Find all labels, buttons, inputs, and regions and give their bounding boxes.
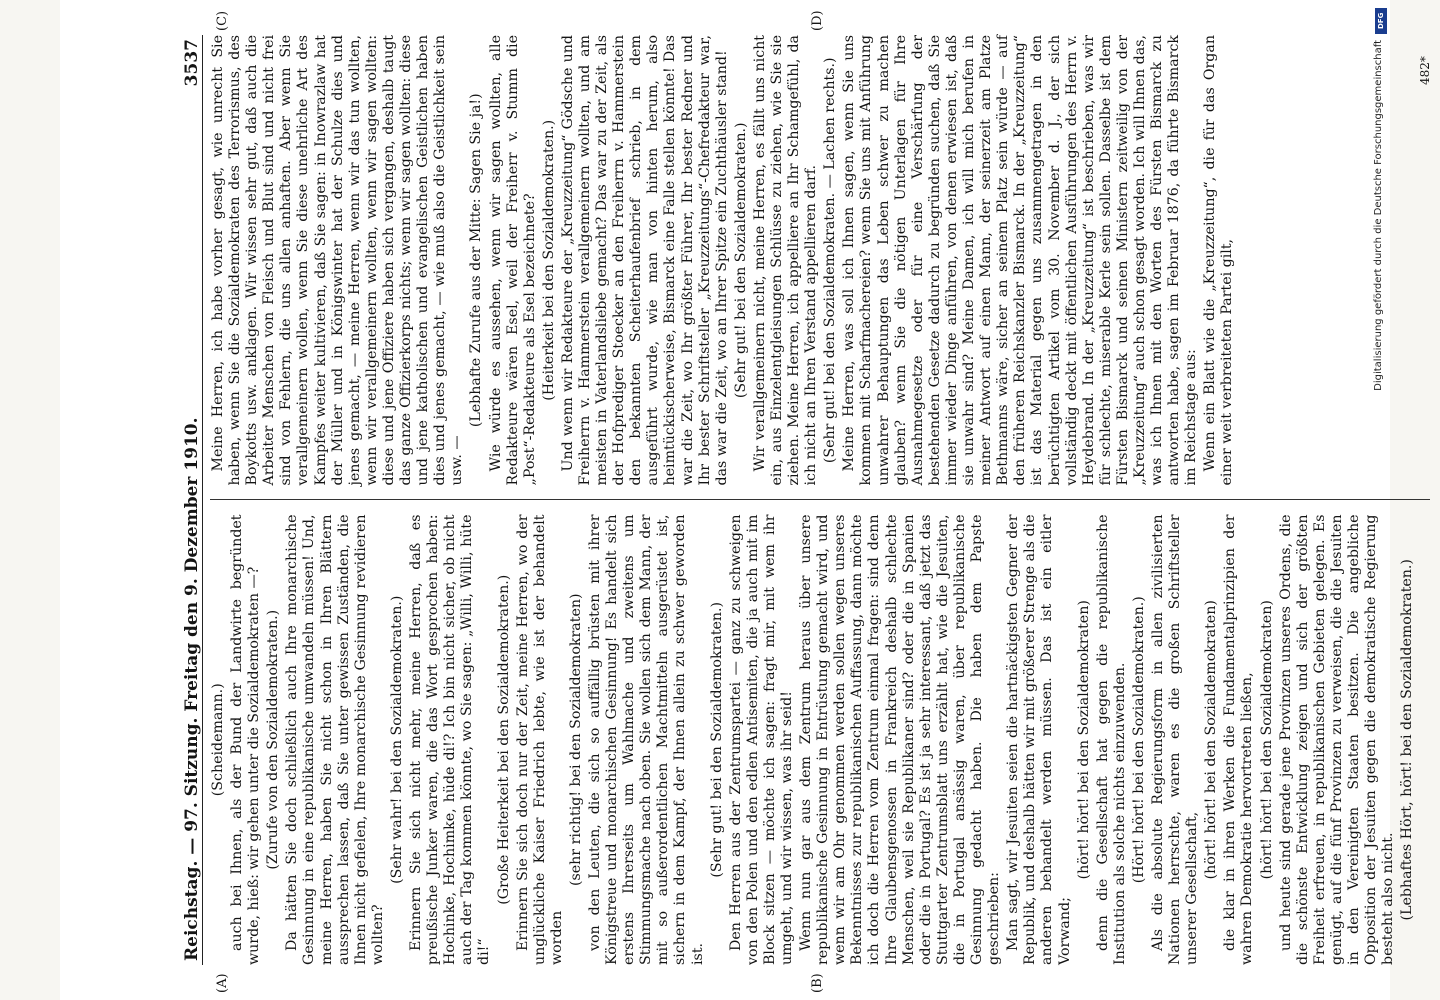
- text-columns: [210, 35, 1430, 965]
- margin-marker-a: (A): [215, 973, 230, 993]
- paragraph: auch bei Ihnen, als der Bund der Landwirte begründet wurde, hieß: wir gehen unter die Sozialdemokraten —?: [229, 514, 263, 965]
- paragraph: (hört! hört! bei den Sozialdemokraten): [1203, 600, 1220, 880]
- paragraph: denn die Gesellschaft hat gegen die republikanische Institution als solche nichts einzuwenden.: [1094, 514, 1128, 965]
- paragraph: (Lebhaftes Hört, hört! bei den Sozialdemokraten.): [1399, 559, 1416, 921]
- header-title: Reichstag. — 97. Sitzung. Freitag den 9. Dezember 1910.: [182, 417, 202, 961]
- paragraph: von den Leuten, die sich so auffällig brüsten mit ihrer Königstreue und monarchischen Gesinnung! Es handelt sich erstens Ihrerseits um Wahlmache und zweitens um Stimmungsmache nach oben. Sie wollen sich dem Mann, der mit so außerordentlichen Machtmitteln ausgerüstet ist, sichern in dem Kampf, der Ihnen allein zu schwer geworden ist.: [586, 514, 706, 965]
- paragraph: (Große Heiterkeit bei den Sozialdemokraten.): [495, 574, 512, 905]
- paragraph: Erinnern Sie sich doch nur der Zeit, meine Herren, wo der unglückliche Kaiser Friedrich lebte, wie ist der behandelt worden: [514, 514, 565, 965]
- dfg-logo: DFG: [1375, 8, 1387, 34]
- running-header: [170, 35, 203, 965]
- header-page-number: 3537: [182, 39, 202, 87]
- column-left: [210, 515, 1430, 966]
- paragraph: (hört! hört! bei den Sozialdemokraten): [1075, 600, 1092, 880]
- paragraph: (Sehr wahr! bei den Sozialdemokraten.): [388, 595, 405, 884]
- margin-marker-c: (C): [215, 10, 230, 31]
- margin-marker-d: (D): [810, 10, 825, 31]
- paragraph: Als die absolute Regierungsform in allen zivilisierten Nationen herrschte, waren es die großen Schriftsteller unserer Gesellschaft,: [1149, 514, 1201, 965]
- paragraph: Wenn ein Blatt wie die „Kreuzzeitung“, die für das Organ einer weit verbreiteten Partei gilt,: [1202, 35, 1236, 486]
- paragraph: (Sehr gut! bei den Sozialdemokraten.): [708, 601, 725, 878]
- paragraph: (hört! hört! bei den Sozialdemokraten): [1258, 600, 1275, 880]
- paragraph: die klar in ihren Werken die Fundamentalprinzipien der wahren Demokratie hervortreten ließen,: [1222, 514, 1256, 965]
- column-divider: [210, 500, 1430, 501]
- paragraph: (Sehr gut! bei den Sozialdemokraten. — Lachen rechts.): [822, 57, 839, 464]
- paragraph: Wir verallgemeinern nicht, meine Herren, es fällt uns nicht ein, aus Einzelentgleisungen Schlüsse zu ziehen, wie Sie sie ziehen. Meine Herren, ich appelliere an Ihr Schamgefühl, da ich nicht an Ihren Verstand appellieren darf.: [751, 35, 820, 486]
- paragraph: Und wenn wir Redakteure der „Kreuzzeitung“ Gödsche und Freiherrn v. Hammerstein verallgemeinern wollten, und am meisten in Vaterlandsliebe gemacht? Das war zu der Zeit, als der Hofprediger Stoecker an den Freiherrn v. Hammerstein den bekannten Scheiterhaufenbrief schrieb, in dem ausgeführt wurde, wie man von hinten herum, also heimtückischerweise, Bismarck eine Falle stellen könnte! Das war die Zeit, wo Ihr größter Führer, Ihr bester Redner und Ihr bester Schriftsteller „Kreuzzeitungs“-Chefredakteur war, das war die Zeit, wo an Ihrer Spitze ein Zuchthäusler stand!: [559, 35, 730, 486]
- paragraph: (Heiterkeit bei den Sozialdemokraten.): [540, 119, 557, 401]
- paragraph: Wie würde es aussehen, wenn wir sagen wollten, alle Redakteure wären Esel, weil der Freiherr v. Stumm die „Post“-Redakteure als Esel bezeichnete?: [487, 35, 538, 486]
- paragraph: (Sehr gut! bei den Sozialdemokraten.): [732, 122, 749, 399]
- paragraph: (Scheidemann.): [210, 683, 226, 797]
- document-page: [60, 0, 1432, 1000]
- paragraph: (sehr richtig! bei den Sozialdemokraten): [567, 593, 584, 887]
- paragraph: Wenn nun gar aus dem Zentrum heraus über unsere republikanische Gesinnung in Entrüstung gemacht wird, und wenn wir am Ohr genommen werden sollen wegen unseres Bekenntnisses zur republikanischen Auffassung, dann möchte ich doch die Herren vom Zentrum einmal fragen: sind denn Ihre Glaubensgenossen in Frankreich deshalb schlechte Menschen, weil sie Republikaner sind? oder die in Spanien oder die in Portugal? Es ist ja sehr interessant, daß jetzt das Stuttgarter Zentrumsblatt uns erzählt hat, wie die Jesuiten, die in Portugal ansässig waren, über republikanische Gesinnung gedacht haben. Die haben dem Papste geschrieben:: [798, 514, 1003, 965]
- paragraph: Erinnern Sie sich nicht mehr, meine Herren, daß es preußische Junker waren, die das Wort gesprochen haben: Hochinke, Hochimke, hüde di!? Ich bin nicht sicher, ob nicht auch der Tag kommen könnte, wo Sie sagen: „Willi, Willi, hüte di!“: [408, 514, 493, 965]
- digitization-note: Digitalisierung gefördert durch die Deutsche Forschungsgemeinschaft: [1373, 40, 1384, 391]
- column-right: [210, 35, 1430, 486]
- paragraph: Man sagt, wir Jesuiten seien die hartnäckigsten Gegner der Republik, und deshalb hätten wir mit größerer Strenge als die anderen behandelt werden müssen. Das ist ein eitler Vorwand;: [1005, 514, 1073, 965]
- bottom-page-number: 482*: [1418, 56, 1432, 85]
- paragraph: und heute sind gerade jene Provinzen unseres Ordens, die die schönste Entwicklung zeigen und sich der größten Freiheit erfreuen, in republikanischen Gebieten gelegen. Es genügt, auf die fünf Provinzen zu verweisen, die die Jesuiten in den Vereinigten Staaten besitzen. Die angebliche Opposition der Jesuiten gegen die demokratische Regierung besteht also nicht.: [1277, 514, 1397, 965]
- paragraph: (Lebhafte Zurufe aus der Mitte: Sagen Sie ja!): [468, 93, 485, 428]
- paragraph: (Zurufe von den Sozialdemokraten.): [265, 609, 282, 870]
- paragraph: (Hört! hört! bei den Sozialdemokraten.): [1130, 596, 1147, 884]
- paragraph: Da hätten Sie doch schließlich auch Ihre monarchische Gesinnung in eine republikanische umwandeln müssen! Und, meine Herren, haben Sie nicht schon in Ihren Blättern aussprechen lassen, daß Sie unter gewissen Zuständen, die Ihnen nicht gefielen, Ihre monarchische Gesinnung revidieren wollten?: [284, 514, 386, 965]
- margin-marker-b: (B): [810, 973, 825, 993]
- paragraph: Meine Herren, ich habe vorher gesagt, wie unrecht Sie haben, wenn Sie die Sozialdemokraten des Terrorismus, des Boykotts usw. anklagen. Wir wissen sehr gut, daß auch die Arbeiter Menschen von Fleisch und Blut sind und nicht frei sind von Fehlern, die uns allen anhaften. Aber wenn Sie verallgemeinern wollen, wenn Sie diese unehrliche Art des Kampfes weiter kultivieren, daß Sie sagen: in Inowrazlaw hat der Müller und in Königswinter hat der Schulze dies und jenes gemacht, — meine Herren, wenn wir das tun wollten, wenn wir verallgemeinern wollten, wenn wir sagen wollten: diese und jene Offiziere haben sich vergangen, deshalb taugt das ganze Offizierkorps nichts; wenn wir sagen wollten: diese und jene katholischen und evangelischen Geistlichen haben dies und jenes gemacht, — wie muß also die Geistlichkeit sein usw. —: [210, 35, 466, 486]
- paragraph: Meine Herren, was soll ich Ihnen sagen, wenn Sie uns kommen mit Scharfmachereien? wenn Sie uns mit Anführung unwahrer Behauptungen das Leben schwer zu machen glauben? wenn Sie die nötigen Unterlagen für Ihre Ausnahmegesetze oder für eine Verschärfung der bestehenden Gesetze dadurch zu begründen suchen, daß Sie immer wieder Dinge anführen, von denen erwiesen ist, daß sie unwahr sind? Meine Damen, ich will mich berufen in meiner Antwort auf einen Mann, der seinerzeit am Platze Bethmanns wäre, sicher an seinem Platz sein würde — auf den früheren Reichskanzler Bismarck. In der „Kreuzzeitung“ ist das Material gegen uns zusammengetragen in den berüchtigten Artikel vom 30. November d. J., der sich vollständig deckt mit öffentlichen Ausführungen des Herrn v. Heydebrand. In der „Kreuzzeitung“ ist beschrieben, was wir für schlechte, miserable Kerle sein sollen. Dasselbe ist dem Fürsten Bismarck und seinen Ministern zeitweilig von der „Kreuzzeitung“ auch schon gesagt worden. Ich will Ihnen das, was ich Ihnen mit den Worten des Fürsten Bismarck zu antworten habe, sagen im Februar 1876, da führte Bismarck im Reichstage aus:: [841, 35, 1200, 486]
- paragraph: Den Herren aus der Zentrumspartei — ganz zu schweigen von den Polen und den edlen Antisemiten, die ja auch mit im Block sitzen — möchte ich sagen: fragt mir, mit wem ihr umgeht, und wir wissen, was ihr seid!: [727, 514, 795, 965]
